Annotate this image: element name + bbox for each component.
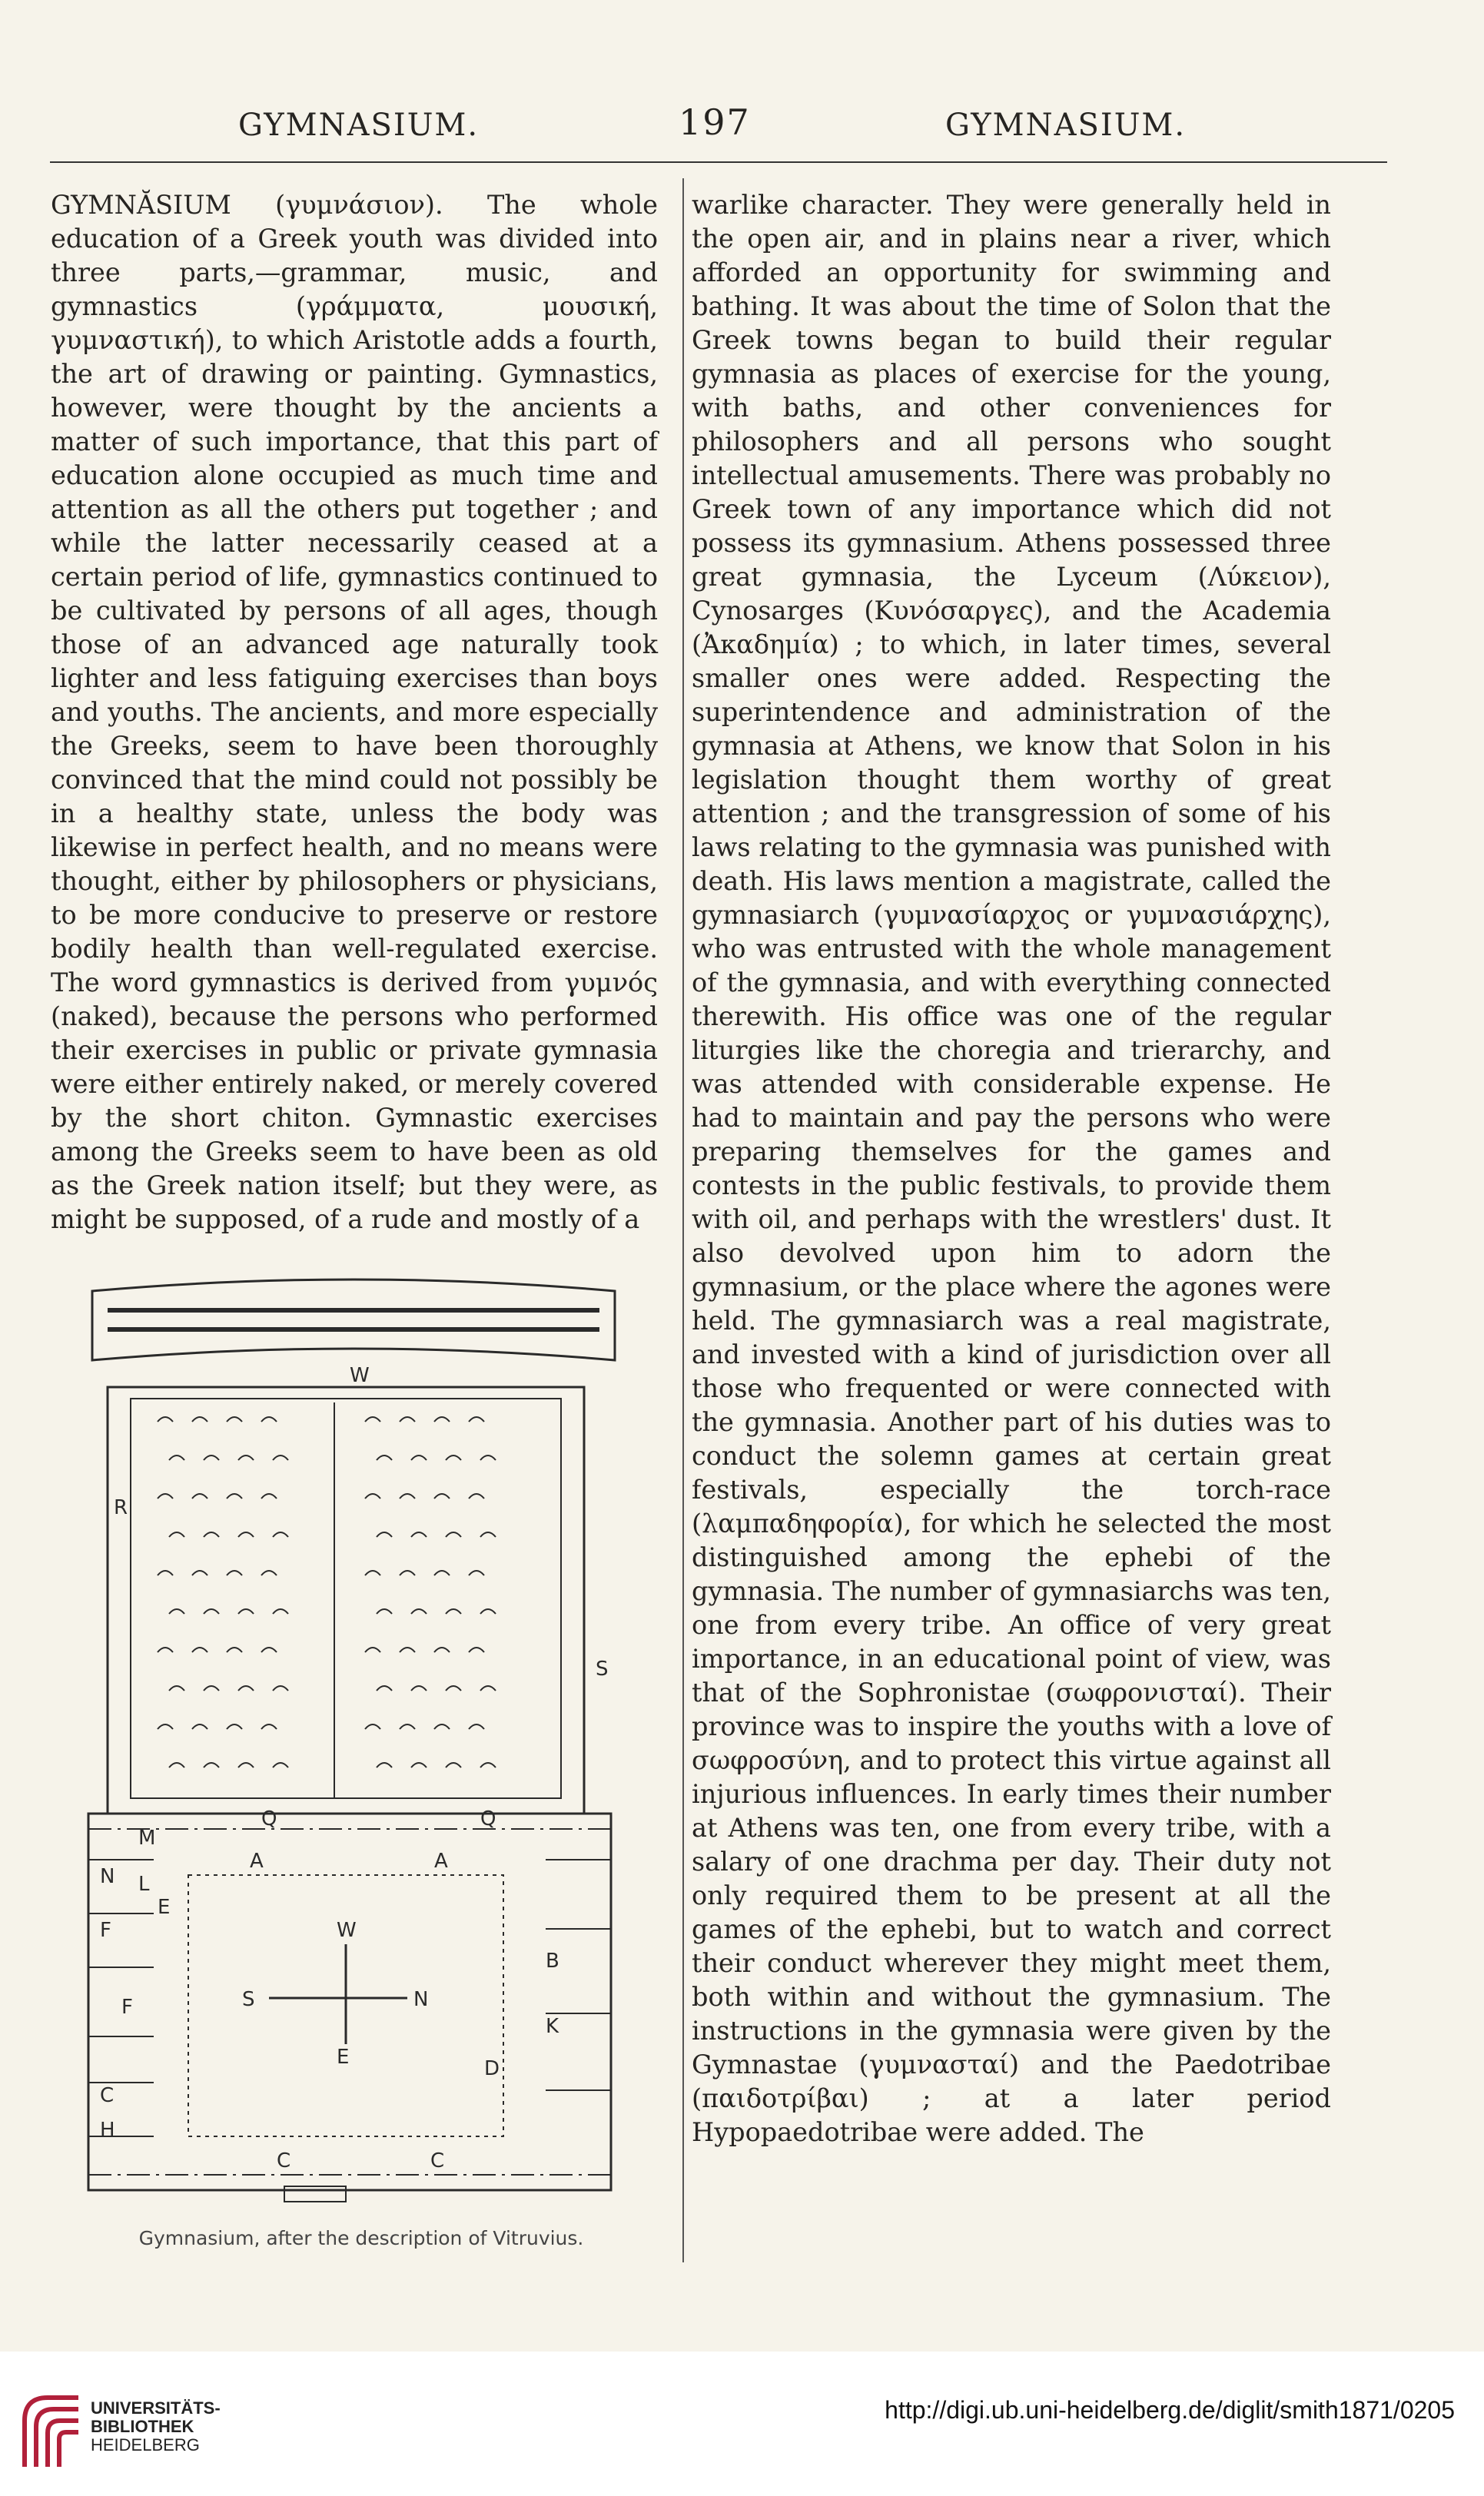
plan-label-e: E: [158, 1896, 171, 1919]
plan-label-a1: A: [250, 1850, 264, 1873]
left-column-text: GYMNĂSIUM (γυμνάσιον). The whole education of a Greek youth was divided into three parts,—grammar, music, and gymnastics (γράμματα, μουσική, γυμναστική), to which Aristotle adds a fourth, the art of drawing or painting. Gymnastics, however, were thought by the ancients a matter of such importance, that this part of education alone occupied as much time and attention as all the others put together ; and while the latter necessarily ceased at a certain period of life, gymnastics continued to be cultivated by persons of all ages, though those of an advanced age naturally took lighter and less fatiguing exercises than boys and youths. The ancients, and more especially the Greeks, seem to have been thoroughly convinced that the mind could not possibly be in a healthy state, unless the body was likewise in perfect health, and no means were thought, either by philosophers or physicians, to be more conducive to preserve or restore bodily health than well-regulated exercise. The word gymnastics is derived from γυμνός (naked), because the persons who performed their exercises in public or private gymnasia were either entirely naked, or merely covered by the short chiton. Gymnastic exercises among the Greeks seem to have been as old as the Greek nation itself; but they were, as might be supposed, of a rude and mostly of a: [51, 190, 658, 1234]
right-column-text: warlike character. They were generally held in the open air, and in plains near a river, which afforded an opportunity for swimming and bathing. It was about the time of Solon that the Greek towns began to build their regular gymnasia as places of exercise for the young, with baths, and other conveniences for philosophers and all persons who sought intellectual amusements. There was probably no Greek town of any importance which did not possess its gymnasium. Athens possessed three great gymnasia, the Lyceum (Λύκειον), Cynosarges (Κυνόσαργες), and the Academia (Ἀκαδημία) ; to which, in later times, several smaller ones were added. Respecting the superintendence and administration of the gymnasia at Athens, we know that Solon in his legislation thought them worthy of great attention ; and the transgression of some of his laws relating to the gymnasia was punished with death. His laws mention a magistrate, called the gymnasiarch (γυμνασίαρχος or γυμνασιάρχης), who was entrusted with the whole management of the gymnasia, and with everything connected therewith. His office was one of the regular liturgies like the choregia and trierarchy, and was attended with considerable expense. He had to maintain and pay the persons who were preparing themselves for the games and contests in the public festivals, to provide them with oil, and perhaps with the wrestlers' dust. It also devolved upon him to adorn the gymnasium, or the place where the agones were held. The gymnasiarch was a real magistrate, and invested with a kind of jurisdiction over all those who frequented or were connected with the gymnasia. Another part of his duties was to conduct the solemn games at certain great festivals, especially the torch-race (λαμπαδηφορία), for which he selected the most distinguished among the ephebi of the gymnasia. The number of gymnasiarchs was ten, one from every tribe. An office of very great importance, in an educational point of view, was that of the Sophronistae (σωφρονισταί). Their province was to inspire the youths with a love of σωφροσύνη, and to protect this virtue against all injurious influences. In early times their number at Athens was ten, one from every tribe, with a salary of one drachma per day. Their duty not only required them to be present at all the games of the ephebi, but to watch and correct their conduct wherever they might meet them, both within and without the gymnasium. The instructions in the gymnasia were given by the Gymnastae (γυμνασταί) and the Paedotribae (παιδοτρίβαι) ; at a later period Hypopaedotribae were added. The: [692, 190, 1331, 2147]
plan-label-d: D: [484, 2057, 500, 2080]
plan-drawing: [85, 1276, 622, 2213]
xystus-track: [92, 1280, 615, 1360]
header-rule: [50, 161, 1387, 163]
library-name: [91, 2399, 221, 2455]
plan-label-w: W: [350, 1364, 370, 1387]
plan-label-h: H: [100, 2119, 115, 2142]
compass-s: S: [242, 1988, 255, 2011]
plan-label-q1: Q: [261, 1807, 277, 1831]
plan-label-m: M: [138, 1827, 156, 1850]
plan-label-c3: C: [100, 2084, 115, 2107]
plan-label-l: L: [138, 1873, 150, 1896]
plan-label-n: N: [100, 1865, 115, 1888]
header-left: GYMNASIUM.: [238, 108, 480, 143]
page-number: 197: [679, 101, 751, 143]
plan-label-c2: C: [430, 2149, 445, 2172]
compass-e: E: [337, 2046, 350, 2069]
gymnasium-plan-figure: [85, 1276, 622, 2213]
plan-label-q2: Q: [480, 1807, 496, 1831]
library-footer: [0, 2352, 1484, 2496]
compass-w: W: [337, 1919, 357, 1942]
library-name-line1: UNIVERSITÄTS-: [91, 2398, 221, 2418]
plan-label-b: B: [546, 1950, 559, 1973]
library-name-line2: BIBLIOTHEK: [91, 2417, 194, 2436]
plan-label-f1: F: [100, 1919, 111, 1942]
header-right: GYMNASIUM.: [945, 108, 1187, 143]
permalink-url[interactable]: http://digi.ub.uni-heidelberg.de/diglit/smith1871/0205: [885, 2396, 1455, 2424]
plan-label-k: K: [546, 2015, 559, 2038]
running-header: [46, 100, 1437, 161]
inner-court-outline: [108, 1387, 584, 1814]
plan-label-s: S: [596, 1658, 609, 1681]
column-divider: [682, 178, 684, 2262]
plan-label-f2: F: [121, 1996, 133, 2019]
plan-label-a2: A: [434, 1850, 448, 1873]
plan-label-c1: C: [277, 2149, 291, 2172]
figure-caption: Gymnasium, after the description of Vitruvius.: [138, 2227, 584, 2249]
compass-n: N: [413, 1988, 429, 2011]
plan-label-r: R: [114, 1496, 128, 1519]
right-column: [692, 188, 1331, 2149]
library-name-line3: HEIDELBERG: [91, 2435, 200, 2455]
left-column: [51, 188, 658, 1236]
palaestra-outline: [88, 1814, 611, 2190]
